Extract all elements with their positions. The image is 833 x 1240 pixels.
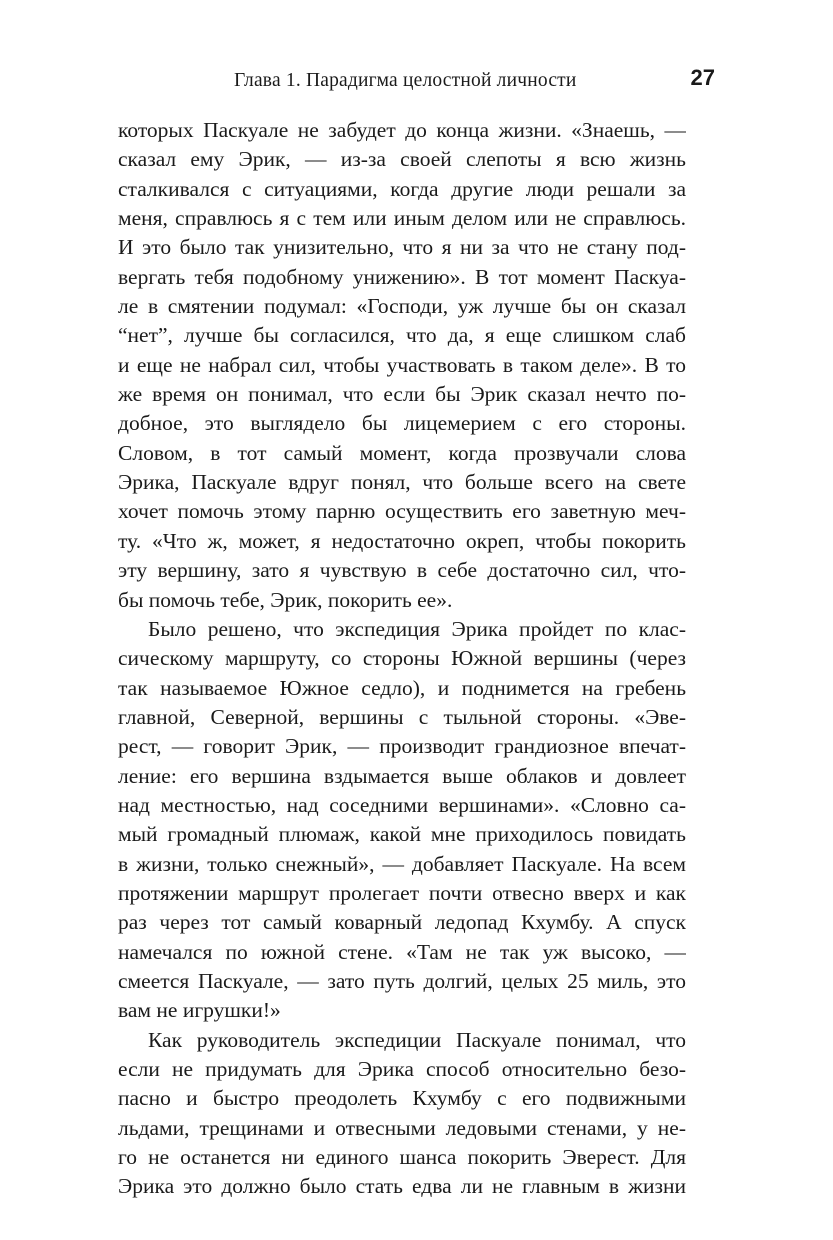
text-line: если не придумать для Эрика способ относительно безо-: [118, 1057, 686, 1081]
text-line: и еще не набрал сил, чтобы участвовать в таком деле». В то: [118, 352, 686, 377]
text-line: Было решено, что экспедиция Эрика пройдет по клас-: [148, 616, 686, 641]
paragraph: [118, 1026, 686, 1202]
paragraph: [118, 116, 686, 615]
text-line: в жизни, только снежный», — добавляет Паскуале. На всем: [118, 851, 686, 876]
text-line: раз через тот самый коварный ледопад Кхумбу. А спуск: [118, 910, 686, 935]
page-number: 27: [690, 65, 715, 90]
text-line: И это было так унизительно, что я ни за что не стану под-: [118, 235, 686, 260]
text-line: го не останется ни единого шанса покорить Эверест. Для: [118, 1145, 686, 1170]
running-title: Глава 1. Парадигма целостной личности: [234, 70, 577, 91]
text-line: вам не игрушки!»: [118, 998, 281, 1023]
text-line: рест, — говорит Эрик, — производит грандиозное впечат-: [118, 734, 686, 759]
text-line: намечался по южной стене. «Там не так уж высоко, —: [118, 939, 686, 964]
text-line: эту вершину, зато я чувствую в себе достаточно сил, что-: [118, 558, 686, 583]
text-line: Эрика это должно было стать едва ли не главным в жизни: [118, 1174, 686, 1199]
text-line: добное, это выглядело бы лицемерием с его стороны.: [118, 411, 686, 436]
paragraph: [118, 615, 686, 1026]
text-line: ле в смятении подумал: «Господи, уж лучше бы он сказал: [118, 294, 686, 319]
text-line: сказал ему Эрик, — из-за своей слепоты я всю жизнь: [118, 147, 686, 172]
text-line: над местностью, над соседними вершинами». «Словно са-: [118, 792, 686, 817]
text-line: ление: его вершина вздымается выше облаков и довлеет: [118, 763, 686, 788]
text-line: смеется Паскуале, — зато путь долгий, целых 25 миль, это: [118, 968, 686, 993]
page-header: [118, 64, 715, 96]
text-line: меня, справлюсь я с тем или иным делом или не справлюсь.: [118, 206, 686, 231]
text-line: “нет”, лучше бы согласился, что да, я еще слишком слаб: [118, 323, 686, 348]
text-line: так называемое Южное седло), и поднимется на гребень: [118, 675, 686, 700]
text-line: которых Паскуале не забудет до конца жизни. «Знаешь, —: [118, 118, 686, 142]
text-line: ту. «Что ж, может, я недостаточно окреп, чтобы покорить: [118, 528, 686, 553]
text-line: пасно и быстро преодолеть Кхумбу с его подвижными: [118, 1086, 686, 1111]
text-line: бы помочь тебе, Эрик, покорить ее».: [118, 587, 453, 612]
text-line: протяжении маршрут пролегает почти отвесно вверх и как: [118, 880, 686, 905]
body-text: [118, 116, 686, 1202]
text-line: мый громадный плюмаж, какой мне приходилось повидать: [118, 822, 686, 847]
text-line: Как руководитель экспедиции Паскуале понимал, что: [148, 1027, 686, 1052]
text-line: Словом, в тот самый момент, когда прозвучали слова: [118, 440, 686, 465]
text-line: хочет помочь этому парню осуществить его заветную меч-: [118, 499, 686, 524]
text-line: сическому маршруту, со стороны Южной вершины (через: [118, 646, 686, 671]
text-line: главной, Северной, вершины с тыльной стороны. «Эве-: [118, 704, 686, 729]
text-line: Эрика, Паскуале вдруг понял, что больше всего на свете: [118, 470, 686, 495]
text-line: сталкивался с ситуациями, когда другие люди решали за: [118, 176, 686, 201]
text-line: льдами, трещинами и отвесными ледовыми стенами, у не-: [118, 1115, 686, 1140]
text-line: вергать тебя подобному унижению». В тот момент Паскуа-: [118, 264, 686, 289]
text-line: же время он понимал, что если бы Эрик сказал нечто по-: [118, 382, 686, 407]
